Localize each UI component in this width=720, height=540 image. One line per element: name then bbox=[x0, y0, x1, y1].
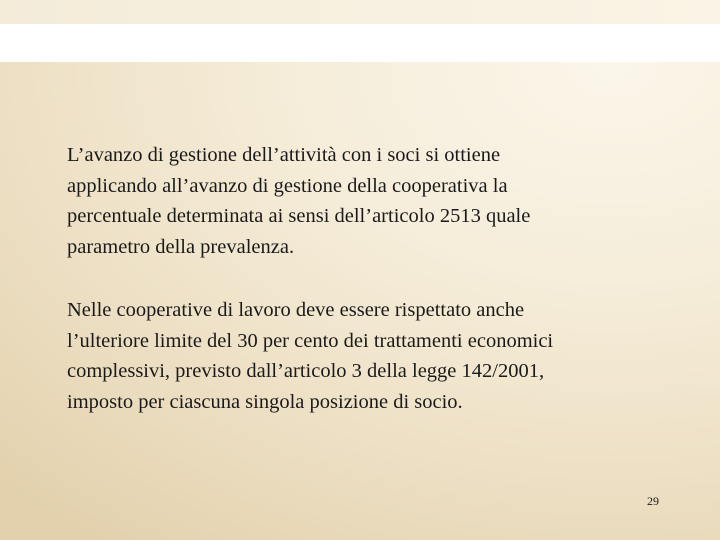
paragraph-work-cooperatives bbox=[67, 295, 667, 417]
text-line: applicando all’avanzo di gestione della cooperativa la bbox=[67, 174, 508, 197]
text-line: percentuale determinata ai sensi dell’articolo 2513 quale bbox=[67, 205, 531, 227]
text-line: l’ulteriore limite del 30 per cento dei trattamenti economici bbox=[67, 329, 554, 352]
page-number: 29 bbox=[647, 494, 659, 508]
text-line: parametro della prevalenza. bbox=[67, 235, 295, 258]
header-band bbox=[0, 24, 720, 62]
text-line: complessivi, previsto dall’articolo 3 della legge 142/2001, bbox=[67, 360, 545, 382]
text-line: L’avanzo di gestione dell’attività con i soci si ottiene bbox=[67, 144, 501, 166]
text-line: imposto per ciascuna singola posizione di socio. bbox=[67, 390, 463, 413]
text-line: Nelle cooperative di lavoro deve essere rispettato anche bbox=[67, 299, 525, 321]
slide-body bbox=[67, 140, 667, 417]
paragraph-prevalence bbox=[67, 140, 667, 262]
top-decorative-band bbox=[0, 0, 720, 24]
